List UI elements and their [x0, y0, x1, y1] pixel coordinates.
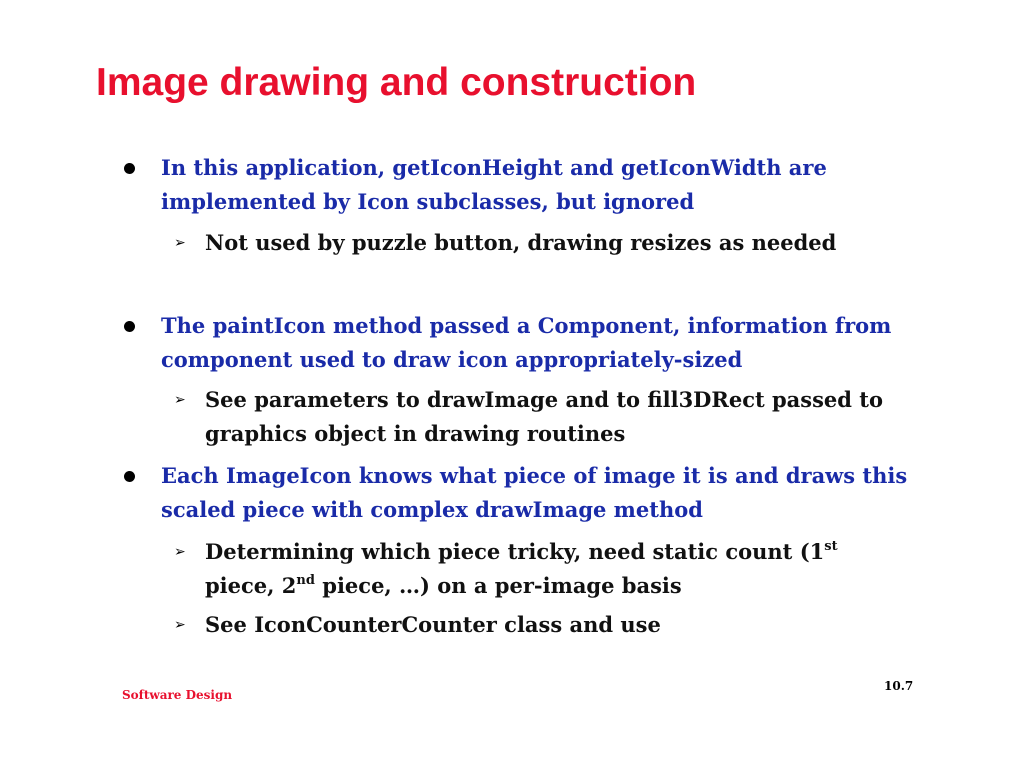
footer-page-number: 10.7	[884, 679, 914, 693]
bullet-text: Each ImageIcon knows what piece of image it is and draws this scaled piece with complex drawImage method	[161, 463, 908, 522]
sub-bullet-text: See IconCounterCounter class and use	[205, 612, 661, 637]
ordinal-suffix: st	[824, 539, 838, 554]
bullet-text: The paintIcon method passed a Component, information from component used to draw icon appropriately-sized	[161, 313, 892, 372]
bullet-dot-icon	[124, 321, 135, 332]
ordinal-suffix: nd	[296, 573, 315, 588]
sub-bullet-text	[205, 535, 925, 603]
arrow-bullet-icon: ➢	[174, 617, 186, 633]
bullet-dot-icon	[124, 163, 135, 174]
sub-bullet-text: Not used by puzzle button, drawing resizes as needed	[205, 230, 837, 255]
slide-title: Image drawing and construction	[96, 61, 697, 104]
sub-text-part: Determining which piece tricky, need static count (1	[205, 539, 825, 564]
footer-course-name: Software Design	[122, 688, 233, 702]
arrow-bullet-icon: ➢	[174, 544, 186, 560]
arrow-bullet-icon: ➢	[174, 235, 186, 251]
sub-text-part: piece, …) on a per-image basis	[314, 573, 682, 598]
bullet-dot-icon	[124, 471, 135, 482]
bullet-text: In this application, getIconHeight and getIconWidth are implemented by Icon subclasses, but ignored	[161, 155, 827, 214]
sub-text-part: piece, 2	[205, 573, 297, 598]
arrow-bullet-icon: ➢	[174, 392, 186, 408]
sub-bullet-text: See parameters to drawImage and to fill3DRect passed to graphics object in drawing routines	[205, 387, 883, 446]
